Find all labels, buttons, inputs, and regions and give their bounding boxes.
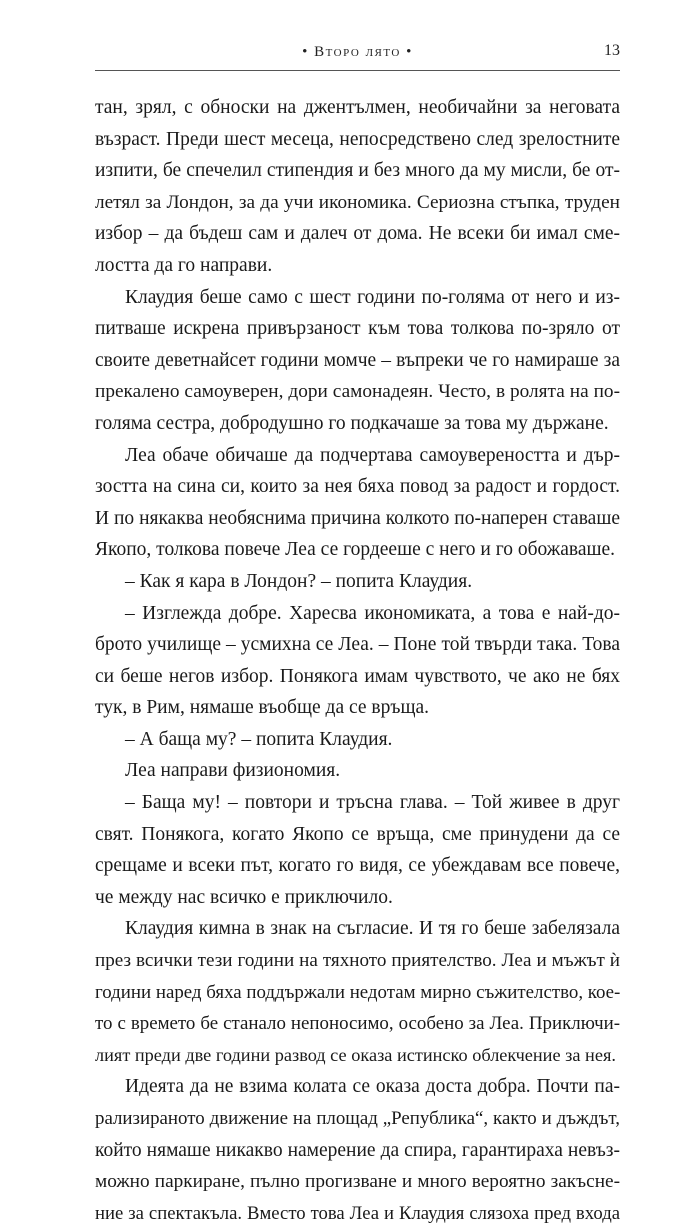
text-line: си беше негов избор. Понякога имам чувството, че ако не бях <box>95 665 620 687</box>
text-line: Идеята да не взима колата се оказа доста добра. Почти па- <box>125 1076 620 1098</box>
text-line: свят. Понякога, когато Якопо се връща, сме принудени да се <box>95 823 620 845</box>
text-line: – Как я кара в Лондон? – попита Клаудия. <box>125 570 473 592</box>
text-line: лостта да го направи. <box>95 254 273 276</box>
text-line: който нямаше никакво намерение да спира, гарантираха невъз- <box>95 1139 620 1161</box>
text-line: можно паркиране, пълно прогизване и много вероятно закъсне- <box>95 1171 620 1193</box>
text-line: Якопо, толкова повече Леа се гордееше с него и го обожаваше. <box>95 539 616 561</box>
running-head <box>95 38 620 66</box>
text-line: срещаме и всеки път, когато го видя, се убеждавам все повече, <box>95 855 620 877</box>
text-line: изпити, бе спечелил стипендия и без много да му мисли, бе от- <box>95 160 620 182</box>
text-line: своите деветнайсет години момче – въпреки че го намираше за <box>95 349 620 371</box>
page-number: 13 <box>604 42 620 59</box>
text-line: Клаудия кимна в знак на съгласие. И тя го беше забелязала <box>125 918 620 940</box>
text-line: Леа обаче обичаше да подчертава самоувереността и дър- <box>125 444 620 466</box>
text-line: питваше искрена привързаност към това толкова по-зряло от <box>95 318 620 340</box>
text-line: брото училище – усмихна се Леа. – Поне той твърди така. Това <box>95 634 620 656</box>
text-line: рализираното движение на площад „Република“, както и дъждът, <box>95 1108 620 1129</box>
text-line: ние за спектакъла. Вместо това Леа и Клаудия слязоха пред входа <box>95 1202 620 1224</box>
text-line: Леа направи физиономия. <box>125 760 341 782</box>
text-line: зостта на сина си, които за нея бяха повод за радост и гордост. <box>95 476 620 498</box>
text-line: тук, в Рим, нямаше въобще да се връща. <box>95 697 429 719</box>
text-line: – А баща му? – попита Клаудия. <box>125 728 393 750</box>
running-title: • Второ лято • <box>302 44 413 60</box>
header-rule <box>95 70 620 71</box>
text-line: прекалено самоуверен, дори самонадеян. Често, в ролята на по- <box>95 381 620 403</box>
text-line: – Баща му! – повтори и тръсна глава. – Той живее в друг <box>125 792 620 814</box>
text-line: то с времето бе станало непоносимо, особено за Леа. Приключи- <box>95 1013 620 1035</box>
text-line: тан, зрял, с обноски на джентълмен, необичайни за неговата <box>95 97 620 118</box>
text-line: Клаудия беше само с шест години по-голяма от него и из- <box>125 286 620 308</box>
text-line: голяма сестра, добродушно го подкачаше за това му държане. <box>95 412 609 434</box>
text-line: че между нас всичко е приключило. <box>95 886 393 908</box>
text-line: години наред бяха поддържали недотам мирно съжителство, кое- <box>95 981 621 1003</box>
text-line: възраст. Преди шест месеца, непосредствено след зрелостните <box>95 128 620 150</box>
text-line: – Изглежда добре. Харесва икономиката, а това е най-до- <box>125 602 620 624</box>
text-line: лият преди две години развод се оказа истинско облекчение за нея. <box>95 1044 616 1065</box>
text-line: избор – да бъдеш сам и далеч от дома. Не всеки би имал сме- <box>95 223 620 245</box>
body-text <box>95 92 620 1229</box>
text-line: И по някаква необяснима причина колкото по-наперен ставаше <box>95 507 620 529</box>
text-line: през всички тези години на тяхното приятелство. Леа и мъжът ѝ <box>95 950 620 972</box>
text-line: летял за Лондон, за да учи икономика. Сериозна стъпка, труден <box>95 191 620 213</box>
